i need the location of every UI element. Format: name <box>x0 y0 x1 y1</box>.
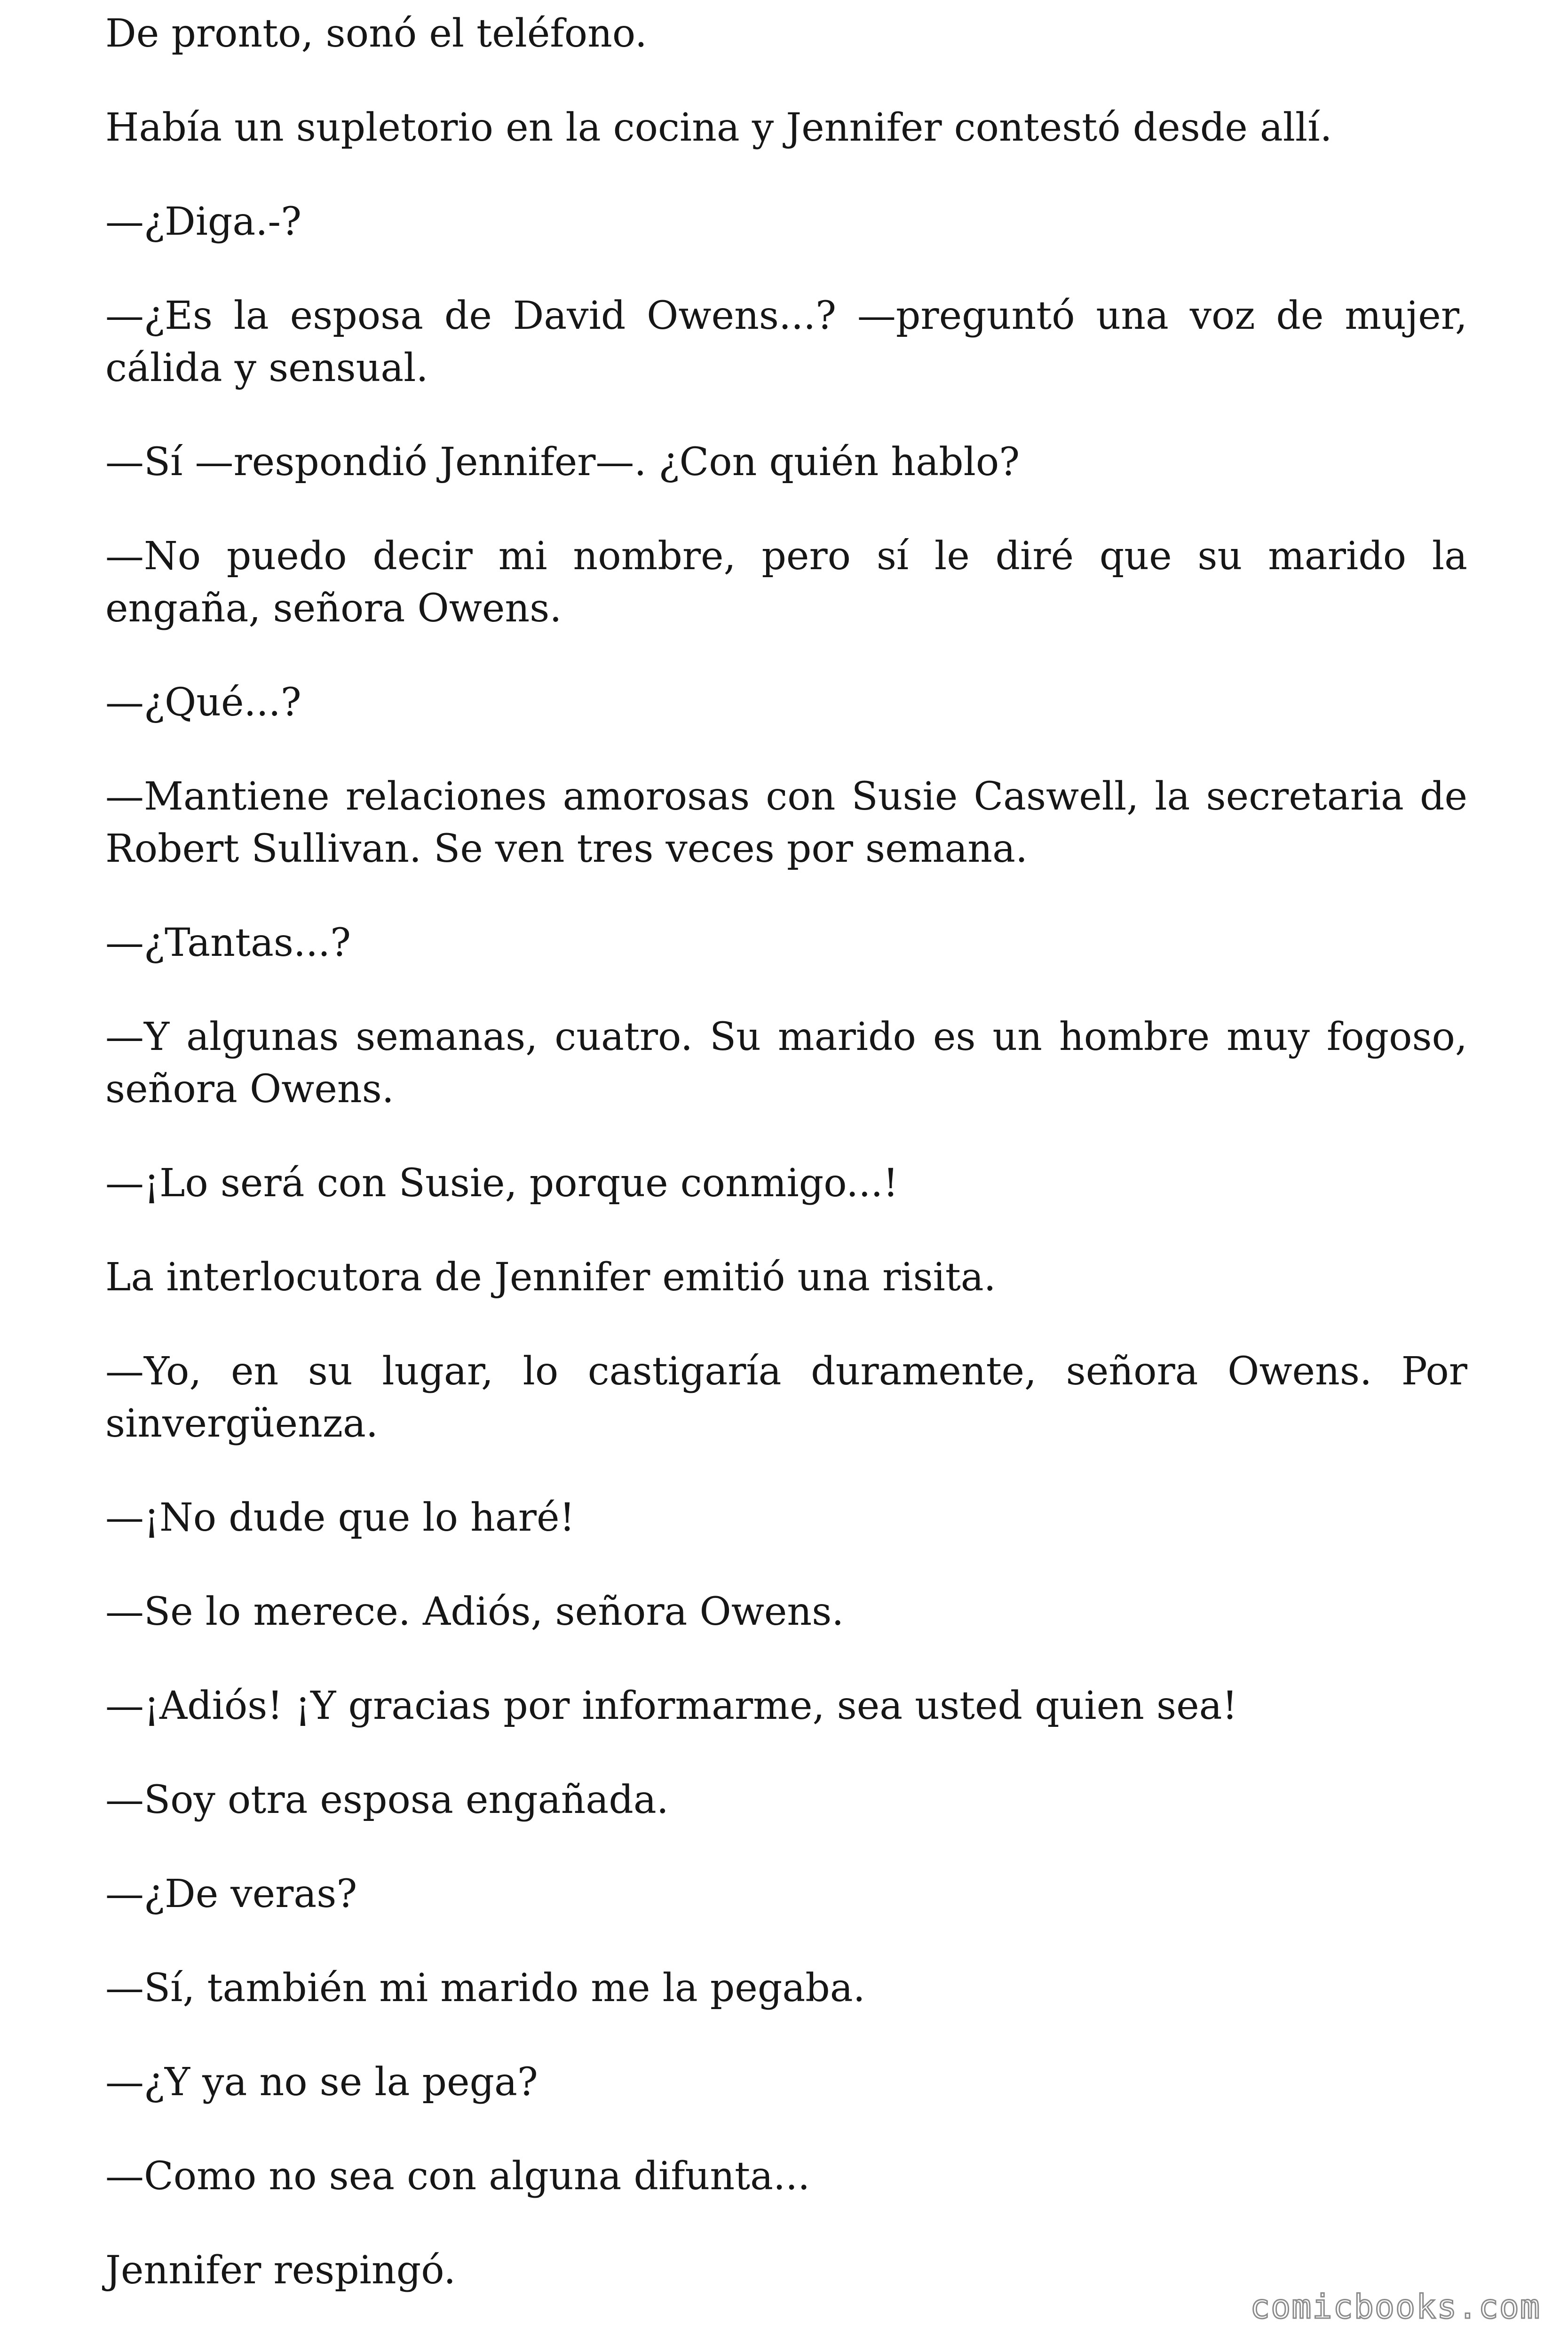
paragraph-10: —Y algunas semanas, cuatro. Su marido es un hombre muy fogoso, señora Owens. <box>105 1015 1467 1112</box>
paragraph-21: —Como no sea con alguna difunta... <box>105 2154 810 2199</box>
paragraph-13: —Yo, en su lugar, lo castigaría duramente, señora Owens. Por sinvergüenza. <box>105 1349 1467 1446</box>
paragraph-1: De pronto, sonó el teléfono. <box>105 11 647 56</box>
paragraph-9: —¿Tantas...? <box>105 921 351 965</box>
paragraph-6: —No puedo decir mi nombre, pero sí le diré que su marido la engaña, señora Owens. <box>105 534 1467 631</box>
watermark-text: comicbooks.com <box>1250 2288 1541 2326</box>
paragraph-4: —¿Es la esposa de David Owens...? —preguntó una voz de mujer, cálida y sensual. <box>105 294 1467 390</box>
paragraph-2: Había un supletorio en la cocina y Jennifer contestó desde allí. <box>105 105 1332 150</box>
paragraph-7: —¿Qué...? <box>105 680 301 725</box>
paragraph-18: —¿De veras? <box>105 1872 357 1916</box>
paragraph-19: —Sí, también mi marido me la pegaba. <box>105 1966 865 2010</box>
paragraph-8: —Mantiene relaciones amorosas con Susie Caswell, la secretaria de Robert Sullivan. Se ven tres veces por semana. <box>105 774 1467 871</box>
paragraph-11: —¡Lo será con Susie, porque conmigo...! <box>105 1161 899 1206</box>
paragraph-15: —Se lo merece. Adiós, señora Owens. <box>105 1589 844 1634</box>
paragraph-17: —Soy otra esposa engañada. <box>105 1778 669 1822</box>
paragraph-5: —Sí —respondió Jennifer—. ¿Con quién hablo? <box>105 440 1020 485</box>
paragraph-16: —¡Adiós! ¡Y gracias por informarme, sea usted quien sea! <box>105 1684 1238 1728</box>
paragraph-20: —¿Y ya no se la pega? <box>105 2060 538 2105</box>
paragraph-14: —¡No dude que lo haré! <box>105 1495 575 1540</box>
paragraph-12: La interlocutora de Jennifer emitió una risita. <box>105 1255 996 1300</box>
paragraph-22: Jennifer respingó. <box>105 2248 456 2293</box>
text-column <box>105 8 1467 2338</box>
paragraph-3: —¿Diga.-? <box>105 199 302 244</box>
